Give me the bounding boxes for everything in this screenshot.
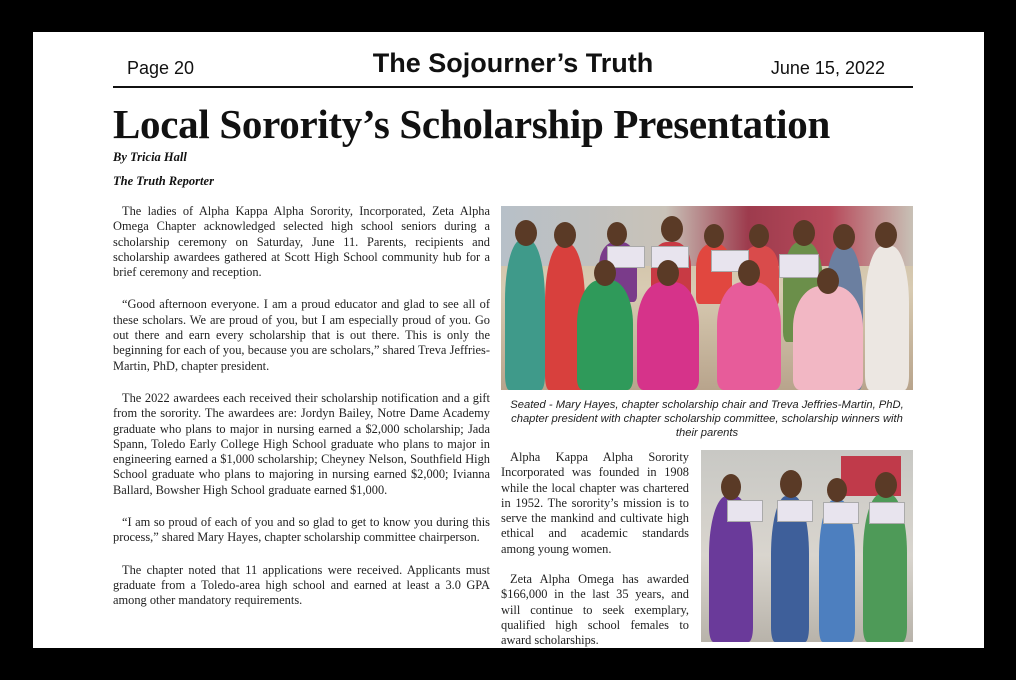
group-photo [501, 206, 913, 390]
photo-figure [793, 286, 863, 390]
photo-figure [505, 240, 545, 390]
photo-figure-head [704, 224, 724, 248]
article-column-left [113, 204, 490, 626]
photo-figure-head [661, 216, 683, 242]
photo-figure [717, 282, 781, 390]
photo-figure-head [749, 224, 769, 248]
paragraph: Alpha Kappa Alpha Sorority Incorporated was founded in 1908 while the local chapter was chartered in 1952. The sorority’s mission is to serve the mankind and cultivate high ethical and academic standards among young women. [501, 450, 689, 556]
byline-author: By Tricia Hall [113, 150, 187, 164]
issue-date: June 15, 2022 [770, 58, 885, 78]
article-column-middle [501, 450, 689, 648]
photo-figure-head [515, 220, 537, 246]
photo-figure [865, 246, 909, 390]
photo-figure [577, 280, 633, 390]
photo-figure-head [780, 470, 802, 498]
paragraph: The 2022 awardees each received their scholarship notification and a gift from the sorority. The awardees are: Jordyn Bailey, Notre Dame Academy graduate who plans to major in nursing earned a $2,000 scholarship; Jada Spann, Toledo Early College High School graduate who plans to major in engineering earned a $1,000 scholarship; Cheyney Nelson, Southfield High School graduate who plans to majoring in nursing earned $2,000; Ivianna Ballard, Bowsher High School graduate earned $1,000. [113, 390, 490, 497]
photo-figure-head [594, 260, 616, 286]
masthead [113, 46, 913, 88]
photo-figure-head [833, 224, 855, 250]
photo-figure-head [827, 478, 847, 502]
photo-figure-head [607, 222, 627, 246]
photo-figure-head [875, 472, 897, 498]
photo-figure-head [817, 268, 839, 294]
photo-figure-head [554, 222, 576, 248]
photo-figure-head [738, 260, 760, 286]
scholarship-sign [727, 500, 763, 522]
photo-figure-head [721, 474, 741, 500]
paragraph: The chapter noted that 11 applications were received. Applicants must graduate from a Toledo-area high school and earned at least a 3.0 GPA among other mandatory requirements. [113, 562, 490, 608]
newspaper-title: The Sojourner’s Truth [372, 48, 654, 78]
photo-caption: Seated - Mary Hayes, chapter scholarship chair and Treva Jeffries-Martin, PhD, chapter president with chapter scholarship committee, scholarship winners with their parents [510, 399, 904, 439]
scholarship-sign [779, 254, 819, 278]
page-number: Page 20 [127, 58, 195, 78]
photo-figure-head [657, 260, 679, 286]
scholarship-sign [823, 502, 859, 524]
paragraph: The ladies of Alpha Kappa Alpha Sorority, Incorporated, Zeta Alpha Omega Chapter acknowledged selected high school seniors during a scholarship ceremony on Saturday, June 11. Parents, recipients and scholarship awardees gathered at Scott High School community hub for a brief ceremony and reception. [113, 204, 490, 280]
paragraph: “I am so proud of each of you and so glad to get to know you during this process,” shared Mary Hayes, chapter scholarship committee chairperson. [113, 515, 490, 545]
byline-role: The Truth Reporter [113, 174, 214, 188]
paragraph: “Good afternoon everyone. I am a proud educator and glad to see all of these scholars. We are proud of you, but I am especially proud of you. Go out there and earn every scholarship that is out there. This is only the beginning for each of you, because you are scholars,” shared Treva Jeffries-Martin, PhD, chapter president. [113, 297, 490, 373]
article-headline: Local Sorority’s Scholarship Presentation [113, 101, 830, 147]
newspaper-page [33, 32, 984, 648]
photo-figure-head [875, 222, 897, 248]
scholars-photo [701, 450, 913, 642]
scholarship-sign [869, 502, 905, 524]
photo-figure [637, 282, 699, 390]
paragraph: Zeta Alpha Omega has awarded $166,000 in the last 35 years, and will continue to seek exemplary, qualified high school females to award scholarships. [501, 572, 689, 648]
photo-figure-head [793, 220, 815, 246]
scholarship-sign [777, 500, 813, 522]
